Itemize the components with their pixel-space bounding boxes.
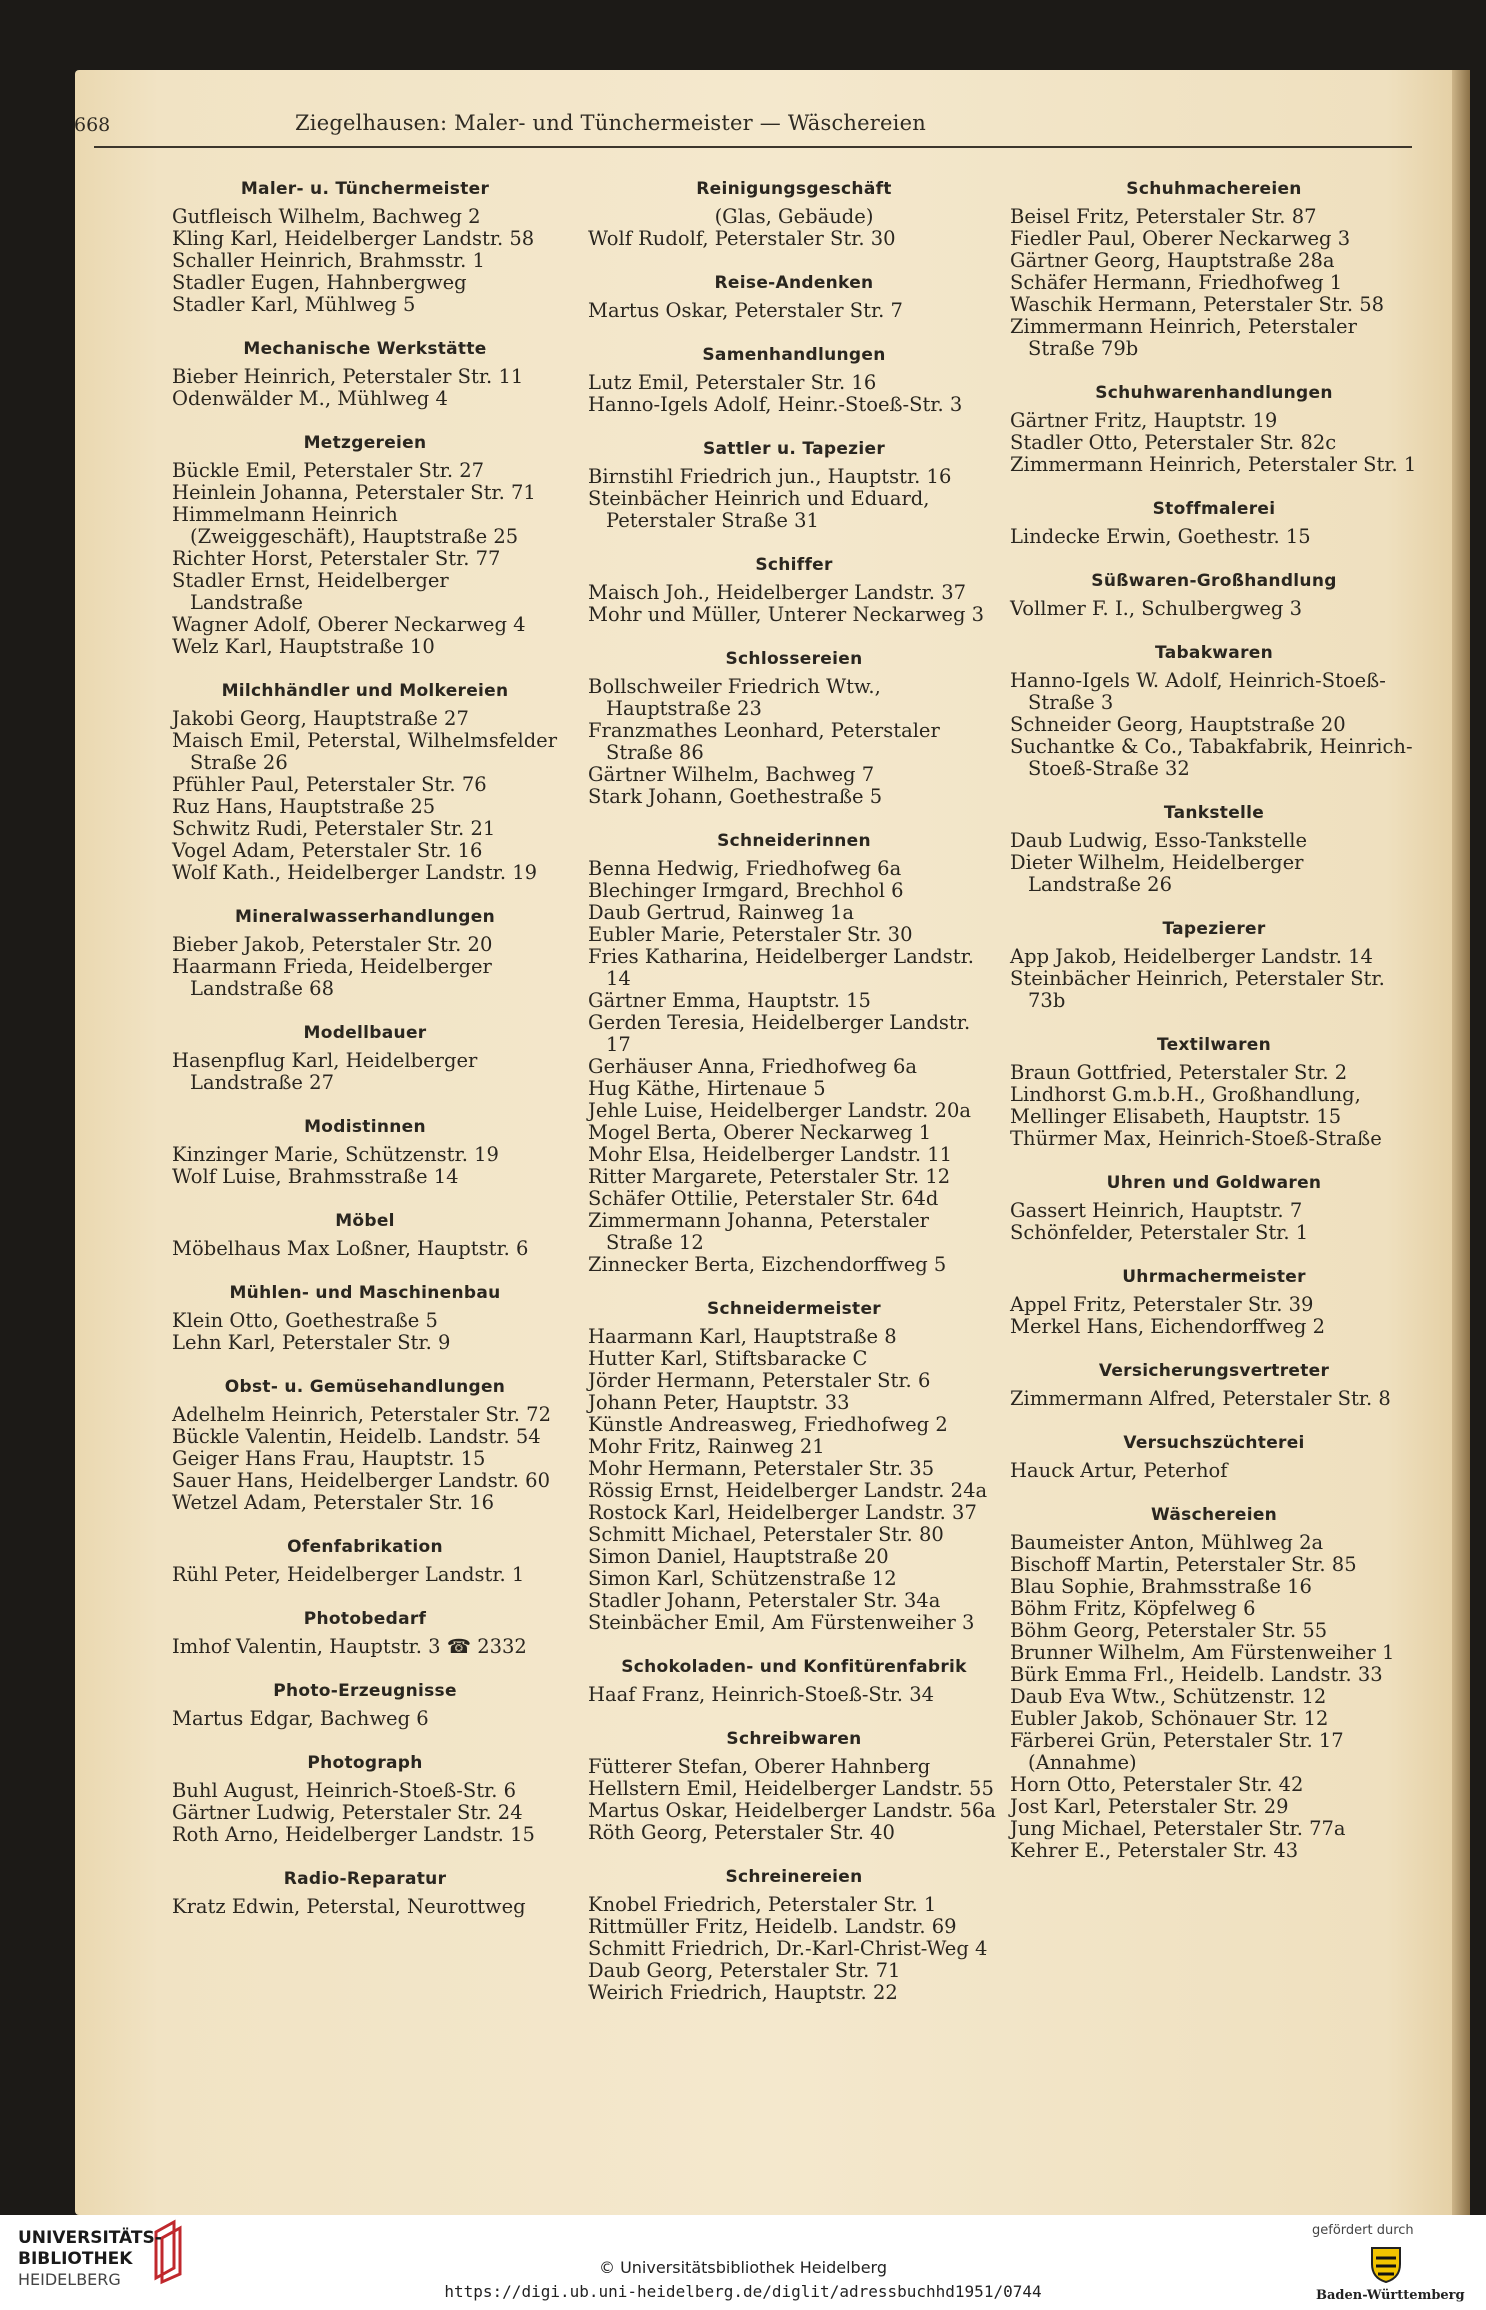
directory-entry: Rühl Peter, Heidelberger Landstr. 1 — [172, 1563, 525, 1586]
directory-entry: Eubler Marie, Peterstaler Str. 30 — [588, 923, 913, 946]
directory-entry: Schaller Heinrich, Brahmsstr. 1 — [172, 249, 485, 272]
section-heading: Tapezierer — [1162, 919, 1266, 939]
directory-entry: Gerhäuser Anna, Friedhofweg 6a — [588, 1055, 918, 1078]
directory-section — [588, 1728, 1000, 1844]
directory-entry: Martus Oskar, Peterstaler Str. 7 — [588, 299, 903, 322]
directory-entry: Schneider Georg, Hauptstraße 20 — [1010, 713, 1346, 736]
directory-section — [1010, 1432, 1418, 1482]
directory-section — [172, 178, 558, 316]
section-gap — [1010, 1418, 1418, 1432]
directory-entry: Himmelmann Heinrich (Zweiggeschäft), Hauptstraße 25 — [172, 503, 519, 548]
directory-section — [588, 1866, 1000, 2004]
section-gap — [172, 1594, 558, 1608]
directory-entry: Hanno-Igels W. Adolf, Heinrich-Stoeß-Straße 3 — [1010, 669, 1386, 714]
section-heading: Süßwaren-Großhandlung — [1091, 571, 1337, 591]
directory-entry: Daub Eva Wtw., Schützenstr. 12 — [1010, 1685, 1327, 1708]
section-gap — [1010, 368, 1418, 382]
directory-entry: Bieber Heinrich, Peterstaler Str. 11 — [172, 365, 524, 388]
directory-entry: Dieter Wilhelm, Heidelberger Landstraße 26 — [1010, 851, 1304, 896]
directory-entry: Pfühler Paul, Peterstaler Str. 76 — [172, 773, 487, 796]
section-heading: Metzgereien — [303, 433, 427, 453]
directory-entry: Simon Karl, Schützenstraße 12 — [588, 1567, 897, 1590]
section-gap — [1010, 628, 1418, 642]
directory-entry: Lutz Emil, Peterstaler Str. 16 — [588, 371, 877, 394]
section-gap — [588, 330, 1000, 344]
section-gap — [172, 1666, 558, 1680]
directory-entry: Imhof Valentin, Hauptstr. 3 ☎ 2332 — [172, 1635, 527, 1658]
directory-entry: Kling Karl, Heidelberger Landstr. 58 — [172, 227, 535, 250]
section-heading: Uhrmachermeister — [1122, 1267, 1306, 1287]
section-heading: Schreinereien — [725, 1867, 863, 1887]
section-gap — [588, 1852, 1000, 1866]
directory-entry: Färberei Grün, Peterstaler Str. 17 (Annahme) — [1010, 1729, 1344, 1774]
directory-entry: Richter Horst, Peterstaler Str. 77 — [172, 547, 501, 570]
directory-section — [588, 1298, 1000, 1634]
directory-section — [588, 830, 1000, 1276]
directory-entry: Bückle Valentin, Heidelb. Landstr. 54 — [172, 1425, 541, 1448]
section-heading: Samenhandlungen — [702, 345, 886, 365]
section-gap — [588, 2012, 1000, 2026]
directory-entry: Bückle Emil, Peterstaler Str. 27 — [172, 459, 485, 482]
directory-entry: Haarmann Karl, Hauptstraße 8 — [588, 1325, 897, 1348]
directory-entry: Mohr Fritz, Rainweg 21 — [588, 1435, 825, 1458]
section-gap — [588, 1642, 1000, 1656]
section-heading: Schneidermeister — [707, 1299, 881, 1319]
directory-entry: Daub Ludwig, Esso-Tankstelle — [1010, 829, 1308, 852]
header-rule — [94, 146, 1412, 148]
directory-entry: Waschik Hermann, Peterstaler Str. 58 — [1010, 293, 1385, 316]
directory-entry: Fütterer Stefan, Oberer Hahnberg — [588, 1755, 931, 1778]
section-heading: Milchhändler und Molkereien — [221, 681, 509, 701]
directory-entry: Benna Hedwig, Friedhofweg 6a — [588, 857, 902, 880]
page-edge — [1452, 70, 1470, 2215]
directory-entry: Lindecke Erwin, Goethestr. 15 — [1010, 525, 1311, 548]
section-heading: Sattler u. Tapezier — [702, 439, 886, 459]
directory-entry: Röth Georg, Peterstaler Str. 40 — [588, 1821, 895, 1844]
page-number: 668 — [74, 114, 111, 136]
directory-section — [1010, 1172, 1418, 1244]
directory-section — [172, 338, 558, 410]
section-heading: Stoffmalerei — [1152, 499, 1276, 519]
section-gap — [172, 1926, 558, 1940]
directory-entry: Suchantke & Co., Tabakfabrik, Heinrich-Stoeß-Straße 32 — [1010, 735, 1413, 780]
directory-entry: Zinnecker Berta, Eizchendorffweg 5 — [588, 1253, 947, 1276]
section-gap — [588, 540, 1000, 554]
section-gap — [172, 1362, 558, 1376]
section-heading: Modellbauer — [303, 1023, 427, 1043]
directory-entry: Stadler Karl, Mühlweg 5 — [172, 293, 416, 316]
section-heading: Wäschereien — [1150, 1505, 1278, 1525]
directory-entry: Künstle Andreasweg, Friedhofweg 2 — [588, 1413, 948, 1436]
directory-entry: Lehn Karl, Peterstaler Str. 9 — [172, 1331, 451, 1354]
section-gap — [588, 258, 1000, 272]
directory-section — [588, 272, 1000, 322]
section-gap — [172, 1008, 558, 1022]
section-gap — [1010, 1252, 1418, 1266]
directory-entry: Gassert Heinrich, Hauptstr. 7 — [1010, 1199, 1303, 1222]
directory-entry: Vogel Adam, Peterstaler Str. 16 — [172, 839, 483, 862]
directory-entry: Wolf Rudolf, Peterstaler Str. 30 — [588, 227, 896, 250]
directory-section — [172, 1608, 558, 1658]
directory-section — [1010, 1360, 1418, 1410]
directory-entry: Wolf Kath., Heidelberger Landstr. 19 — [172, 861, 538, 884]
directory-entry: Weirich Friedrich, Hauptstr. 22 — [588, 1981, 898, 2004]
section-heading: Photobedarf — [303, 1609, 427, 1629]
directory-entry: Hanno-Igels Adolf, Heinr.-Stoeß-Str. 3 — [588, 393, 963, 416]
directory-entry: Kehrer E., Peterstaler Str. 43 — [1010, 1839, 1299, 1862]
directory-entry: Fiedler Paul, Oberer Neckarweg 3 — [1010, 227, 1351, 250]
directory-entry: Schwitz Rudi, Peterstaler Str. 21 — [172, 817, 496, 840]
directory-section — [172, 1116, 558, 1188]
directory-entry: Jehle Luise, Heidelberger Landstr. 20a — [588, 1099, 971, 1122]
directory-section — [1010, 178, 1418, 360]
directory-entry: Mohr und Müller, Unterer Neckarweg 3 — [588, 603, 985, 626]
directory-entry: Heinlein Johanna, Peterstaler Str. 71 — [172, 481, 536, 504]
section-gap — [588, 816, 1000, 830]
directory-section — [588, 178, 1000, 250]
directory-entry: Hasenpflug Karl, Heidelberger Landstraße 27 — [172, 1049, 478, 1094]
directory-entry: Eubler Jakob, Schönauer Str. 12 — [1010, 1707, 1329, 1730]
section-gap — [588, 424, 1000, 438]
section-heading: Schokoladen- und Konfitürenfabrik — [621, 1657, 967, 1677]
directory-entry: Gärtner Emma, Hauptstr. 15 — [588, 989, 871, 1012]
funded-by-label: gefördert durch — [1312, 2223, 1414, 2238]
directory-entry: Schäfer Hermann, Friedhofweg 1 — [1010, 271, 1343, 294]
section-heading: Reise-Andenken — [714, 273, 874, 293]
page-title: Ziegelhausen: Maler- und Tünchermeister — Wäschereien — [295, 111, 926, 135]
section-gap — [588, 634, 1000, 648]
directory-section — [1010, 570, 1418, 620]
directory-entry: Kratz Edwin, Peterstal, Neurottweg — [172, 1895, 526, 1918]
directory-entry: Wagner Adolf, Oberer Neckarweg 4 — [172, 613, 526, 636]
directory-entry: Franzmathes Leonhard, Peterstaler Straße 86 — [588, 719, 940, 764]
directory-entry: Merkel Hans, Eichendorffweg 2 — [1010, 1315, 1325, 1338]
column-1 — [172, 178, 558, 1940]
section-subheading: (Glas, Gebäude) — [714, 205, 874, 228]
section-gap — [172, 418, 558, 432]
section-heading: Uhren und Goldwaren — [1106, 1173, 1322, 1193]
directory-entry: Fries Katharina, Heidelberger Landstr. 14 — [588, 945, 974, 990]
directory-entry: Stadler Johann, Peterstaler Str. 34a — [588, 1589, 941, 1612]
directory-entry: Mogel Berta, Oberer Neckarweg 1 — [588, 1121, 932, 1144]
directory-entry: Haaf Franz, Heinrich-Stoeß-Str. 34 — [588, 1683, 935, 1706]
directory-section — [588, 438, 1000, 532]
directory-entry: Steinbächer Heinrich und Eduard, Peterstaler Straße 31 — [588, 487, 930, 532]
directory-entry: Horn Otto, Peterstaler Str. 42 — [1010, 1773, 1304, 1796]
directory-entry: Martus Edgar, Bachweg 6 — [172, 1707, 429, 1730]
directory-entry: Appel Fritz, Peterstaler Str. 39 — [1010, 1293, 1314, 1316]
directory-entry: Johann Peter, Hauptstr. 33 — [588, 1391, 850, 1414]
section-heading: Maler- u. Tünchermeister — [240, 179, 490, 199]
section-gap — [172, 1268, 558, 1282]
directory-entry: Maisch Emil, Peterstal, Wilhelmsfelder Straße 26 — [172, 729, 558, 774]
directory-entry: App Jakob, Heidelberger Landstr. 14 — [1010, 945, 1373, 968]
directory-entry: Lindhorst G.m.b.H., Großhandlung, — [1010, 1083, 1361, 1106]
section-gap — [1010, 1346, 1418, 1360]
directory-entry: Rittmüller Fritz, Heidelb. Landstr. 69 — [588, 1915, 957, 1938]
section-gap — [1010, 1020, 1418, 1034]
directory-entry: Gerden Teresia, Heidelberger Landstr. 17 — [588, 1011, 971, 1056]
directory-entry: Blechinger Irmgard, Brechhol 6 — [588, 879, 904, 902]
section-gap — [1010, 788, 1418, 802]
directory-entry: Bischoff Martin, Peterstaler Str. 85 — [1010, 1553, 1357, 1576]
directory-entry: Mohr Elsa, Heidelberger Landstr. 11 — [588, 1143, 953, 1166]
section-gap — [172, 324, 558, 338]
directory-entry: Bieber Jakob, Peterstaler Str. 20 — [172, 933, 493, 956]
directory-entry: Martus Oskar, Heidelberger Landstr. 56a — [588, 1799, 996, 1822]
directory-entry: Jörder Hermann, Peterstaler Str. 6 — [588, 1369, 931, 1392]
directory-entry: Brunner Wilhelm, Am Fürstenweiher 1 — [1010, 1641, 1395, 1664]
directory-entry: Haarmann Frieda, Heidelberger Landstraße 68 — [172, 955, 492, 1000]
directory-entry: Ritter Margarete, Peterstaler Str. 12 — [588, 1165, 951, 1188]
directory-entry: Jakobi Georg, Hauptstraße 27 — [172, 707, 469, 730]
library-line-1: UNIVERSITÄTS- — [18, 2228, 162, 2248]
directory-section — [1010, 642, 1418, 780]
section-gap — [172, 666, 558, 680]
section-gap — [1010, 1870, 1418, 1884]
directory-section — [172, 1536, 558, 1586]
section-heading: Schreibwaren — [726, 1729, 862, 1749]
directory-section — [172, 432, 558, 658]
section-gap — [172, 1738, 558, 1752]
directory-section — [172, 680, 558, 884]
directory-entry: Welz Karl, Hauptstraße 10 — [172, 635, 435, 658]
directory-section — [1010, 498, 1418, 548]
directory-entry: Bürk Emma Frl., Heidelb. Landstr. 33 — [1010, 1663, 1383, 1686]
section-heading: Mineralwasserhandlungen — [235, 907, 495, 927]
directory-entry: Hellstern Emil, Heidelberger Landstr. 55 — [588, 1777, 994, 1800]
directory-section — [1010, 1034, 1418, 1150]
directory-entry: Schäfer Ottilie, Peterstaler Str. 64d — [588, 1187, 939, 1210]
section-heading: Möbel — [335, 1211, 395, 1231]
directory-entry: Gärtner Fritz, Hauptstr. 19 — [1010, 409, 1278, 432]
section-gap — [1010, 1490, 1418, 1504]
directory-entry: Stark Johann, Goethestraße 5 — [588, 785, 883, 808]
section-heading: Textilwaren — [1156, 1035, 1272, 1055]
directory-entry: Sauer Hans, Heidelberger Landstr. 60 — [172, 1469, 550, 1492]
section-heading: Schuhmachereien — [1126, 179, 1302, 199]
section-heading: Schlossereien — [725, 649, 863, 669]
directory-entry: Stadler Eugen, Hahnbergweg — [172, 271, 467, 294]
directory-entry: Geiger Hans Frau, Hauptstr. 15 — [172, 1447, 486, 1470]
section-heading: Reinigungsgeschäft — [696, 179, 892, 199]
section-heading: Photograph — [307, 1753, 423, 1773]
section-heading: Tabakwaren — [1154, 643, 1273, 663]
directory-entry: Kinzinger Marie, Schützenstr. 19 — [172, 1143, 499, 1166]
library-line-2: BIBLIOTHEK — [18, 2249, 133, 2269]
directory-entry: Baumeister Anton, Mühlweg 2a — [1010, 1531, 1324, 1554]
directory-entry: Böhm Georg, Peterstaler Str. 55 — [1010, 1619, 1328, 1642]
directory-section — [588, 344, 1000, 416]
directory-entry: Thürmer Max, Heinrich-Stoeß-Straße — [1010, 1127, 1382, 1150]
directory-section — [172, 1752, 558, 1846]
section-gap — [172, 1854, 558, 1868]
directory-entry: Klein Otto, Goethestraße 5 — [172, 1309, 438, 1332]
section-gap — [1010, 556, 1418, 570]
directory-section — [172, 1022, 558, 1094]
directory-section — [1010, 382, 1418, 476]
directory-entry: Vollmer F. I., Schulbergweg 3 — [1010, 597, 1303, 620]
section-heading: Versuchszüchterei — [1123, 1433, 1305, 1453]
column-3 — [1010, 178, 1418, 1884]
section-heading: Modistinnen — [304, 1117, 426, 1137]
directory-entry: Beisel Fritz, Peterstaler Str. 87 — [1010, 205, 1317, 228]
directory-entry: Möbelhaus Max Loßner, Hauptstr. 6 — [172, 1237, 529, 1260]
directory-entry: Zimmermann Heinrich, Peterstaler Str. 1 — [1010, 453, 1417, 476]
directory-entry: Gärtner Ludwig, Peterstaler Str. 24 — [172, 1801, 523, 1824]
directory-entry: Maisch Joh., Heidelberger Landstr. 37 — [588, 581, 967, 604]
directory-entry: Gärtner Wilhelm, Bachweg 7 — [588, 763, 875, 786]
section-heading: Ofenfabrikation — [287, 1537, 443, 1557]
directory-section — [172, 1680, 558, 1730]
section-gap — [1010, 904, 1418, 918]
directory-entry: Stadler Ernst, Heidelberger Landstraße — [172, 569, 449, 614]
section-gap — [588, 1714, 1000, 1728]
directory-entry: Blau Sophie, Brahmsstraße 16 — [1010, 1575, 1312, 1598]
section-heading: Mühlen- und Maschinenbau — [229, 1283, 501, 1303]
directory-entry: Buhl August, Heinrich-Stoeß-Str. 6 — [172, 1779, 517, 1802]
coat-of-arms-icon — [1366, 2244, 1406, 2284]
directory-entry: Wolf Luise, Brahmsstraße 14 — [172, 1165, 459, 1188]
directory-entry: Knobel Friedrich, Peterstaler Str. 1 — [588, 1893, 937, 1916]
directory-entry: Daub Gertrud, Rainweg 1a — [588, 901, 855, 924]
section-heading: Versicherungsvertreter — [1098, 1361, 1330, 1381]
directory-entry: Steinbächer Emil, Am Fürstenweiher 3 — [588, 1611, 975, 1634]
section-heading: Schuhwarenhandlungen — [1095, 383, 1333, 403]
directory-entry: Roth Arno, Heidelberger Landstr. 15 — [172, 1823, 535, 1846]
copyright: © Universitätsbibliothek Heidelberg — [598, 2258, 887, 2277]
directory-section — [1010, 802, 1418, 896]
directory-entry: Jung Michael, Peterstaler Str. 77a — [1010, 1817, 1346, 1840]
directory-entry: Daub Georg, Peterstaler Str. 71 — [588, 1959, 901, 1982]
section-gap — [1010, 1158, 1418, 1172]
directory-section — [588, 648, 1000, 808]
directory-entry: Jost Karl, Peterstaler Str. 29 — [1010, 1795, 1289, 1818]
directory-section — [1010, 1504, 1418, 1862]
directory-entry: Odenwälder M., Mühlweg 4 — [172, 387, 448, 410]
directory-entry: Wetzel Adam, Peterstaler Str. 16 — [172, 1491, 494, 1514]
directory-entry: Mellinger Elisabeth, Hauptstr. 15 — [1010, 1105, 1342, 1128]
section-gap — [172, 892, 558, 906]
library-city: HEIDELBERG — [18, 2270, 121, 2289]
directory-entry: Hutter Karl, Stiftsbaracke C — [588, 1347, 868, 1370]
directory-entry: Schmitt Michael, Peterstaler Str. 80 — [588, 1523, 944, 1546]
directory-section — [588, 1656, 1000, 1706]
directory-entry: Rostock Karl, Heidelberger Landstr. 37 — [588, 1501, 977, 1524]
directory-section — [588, 554, 1000, 626]
directory-entry: Bollschweiler Friedrich Wtw., Hauptstraße 23 — [588, 675, 881, 720]
directory-entry: Stadler Otto, Peterstaler Str. 82c — [1010, 431, 1337, 454]
directory-entry: Birnstihl Friedrich jun., Hauptstr. 16 — [588, 465, 952, 488]
funder-name: Baden-Württemberg — [1316, 2288, 1465, 2303]
directory-section — [172, 1868, 558, 1918]
directory-section — [172, 906, 558, 1000]
directory-entry: Simon Daniel, Hauptstraße 20 — [588, 1545, 889, 1568]
directory-entry: Hauck Artur, Peterhof — [1010, 1459, 1228, 1482]
permalink[interactable]: https://digi.ub.uni-heidelberg.de/diglit/adressbuchhd1951/0744 — [444, 2282, 1042, 2301]
directory-section — [172, 1376, 558, 1514]
directory-entry: Adelhelm Heinrich, Peterstaler Str. 72 — [172, 1403, 551, 1426]
column-2 — [588, 178, 1000, 2026]
directory-entry: Gutfleisch Wilhelm, Bachweg 2 — [172, 205, 481, 228]
section-heading: Schneiderinnen — [717, 831, 871, 851]
directory-entry: Mohr Hermann, Peterstaler Str. 35 — [588, 1457, 935, 1480]
directory-entry: Steinbächer Heinrich, Peterstaler Str. 73b — [1010, 967, 1385, 1012]
directory-entry: Braun Gottfried, Peterstaler Str. 2 — [1010, 1061, 1348, 1084]
directory-entry: Hug Käthe, Hirtenaue 5 — [588, 1077, 826, 1100]
section-heading: Radio-Reparatur — [283, 1869, 447, 1889]
directory-entry: Schmitt Friedrich, Dr.-Karl-Christ-Weg 4 — [588, 1937, 988, 1960]
section-gap — [172, 1196, 558, 1210]
directory-entry: Gärtner Georg, Hauptstraße 28a — [1010, 249, 1335, 272]
directory-section — [172, 1210, 558, 1260]
directory-section — [1010, 1266, 1418, 1338]
directory-section — [172, 1282, 558, 1354]
section-gap — [588, 1284, 1000, 1298]
section-gap — [1010, 484, 1418, 498]
directory-entry: Rössig Ernst, Heidelberger Landstr. 24a — [588, 1479, 988, 1502]
section-gap — [172, 1102, 558, 1116]
section-heading: Obst- u. Gemüsehandlungen — [224, 1377, 506, 1397]
directory-section — [1010, 918, 1418, 1012]
directory-entry: Ruz Hans, Hauptstraße 25 — [172, 795, 436, 818]
directory-entry: Böhm Fritz, Köpfelweg 6 — [1010, 1597, 1256, 1620]
section-heading: Mechanische Werkstätte — [243, 339, 487, 359]
section-gap — [172, 1522, 558, 1536]
directory-entry: Zimmermann Heinrich, Peterstaler Straße 79b — [1010, 315, 1357, 360]
section-heading: Tankstelle — [1163, 803, 1265, 823]
section-heading: Schiffer — [755, 555, 833, 575]
directory-entry: Zimmermann Alfred, Peterstaler Str. 8 — [1010, 1387, 1391, 1410]
section-heading: Photo-Erzeugnisse — [273, 1681, 457, 1701]
directory-entry: Schönfelder, Peterstaler Str. 1 — [1010, 1221, 1309, 1244]
directory-entry: Zimmermann Johanna, Peterstaler Straße 12 — [588, 1209, 929, 1254]
